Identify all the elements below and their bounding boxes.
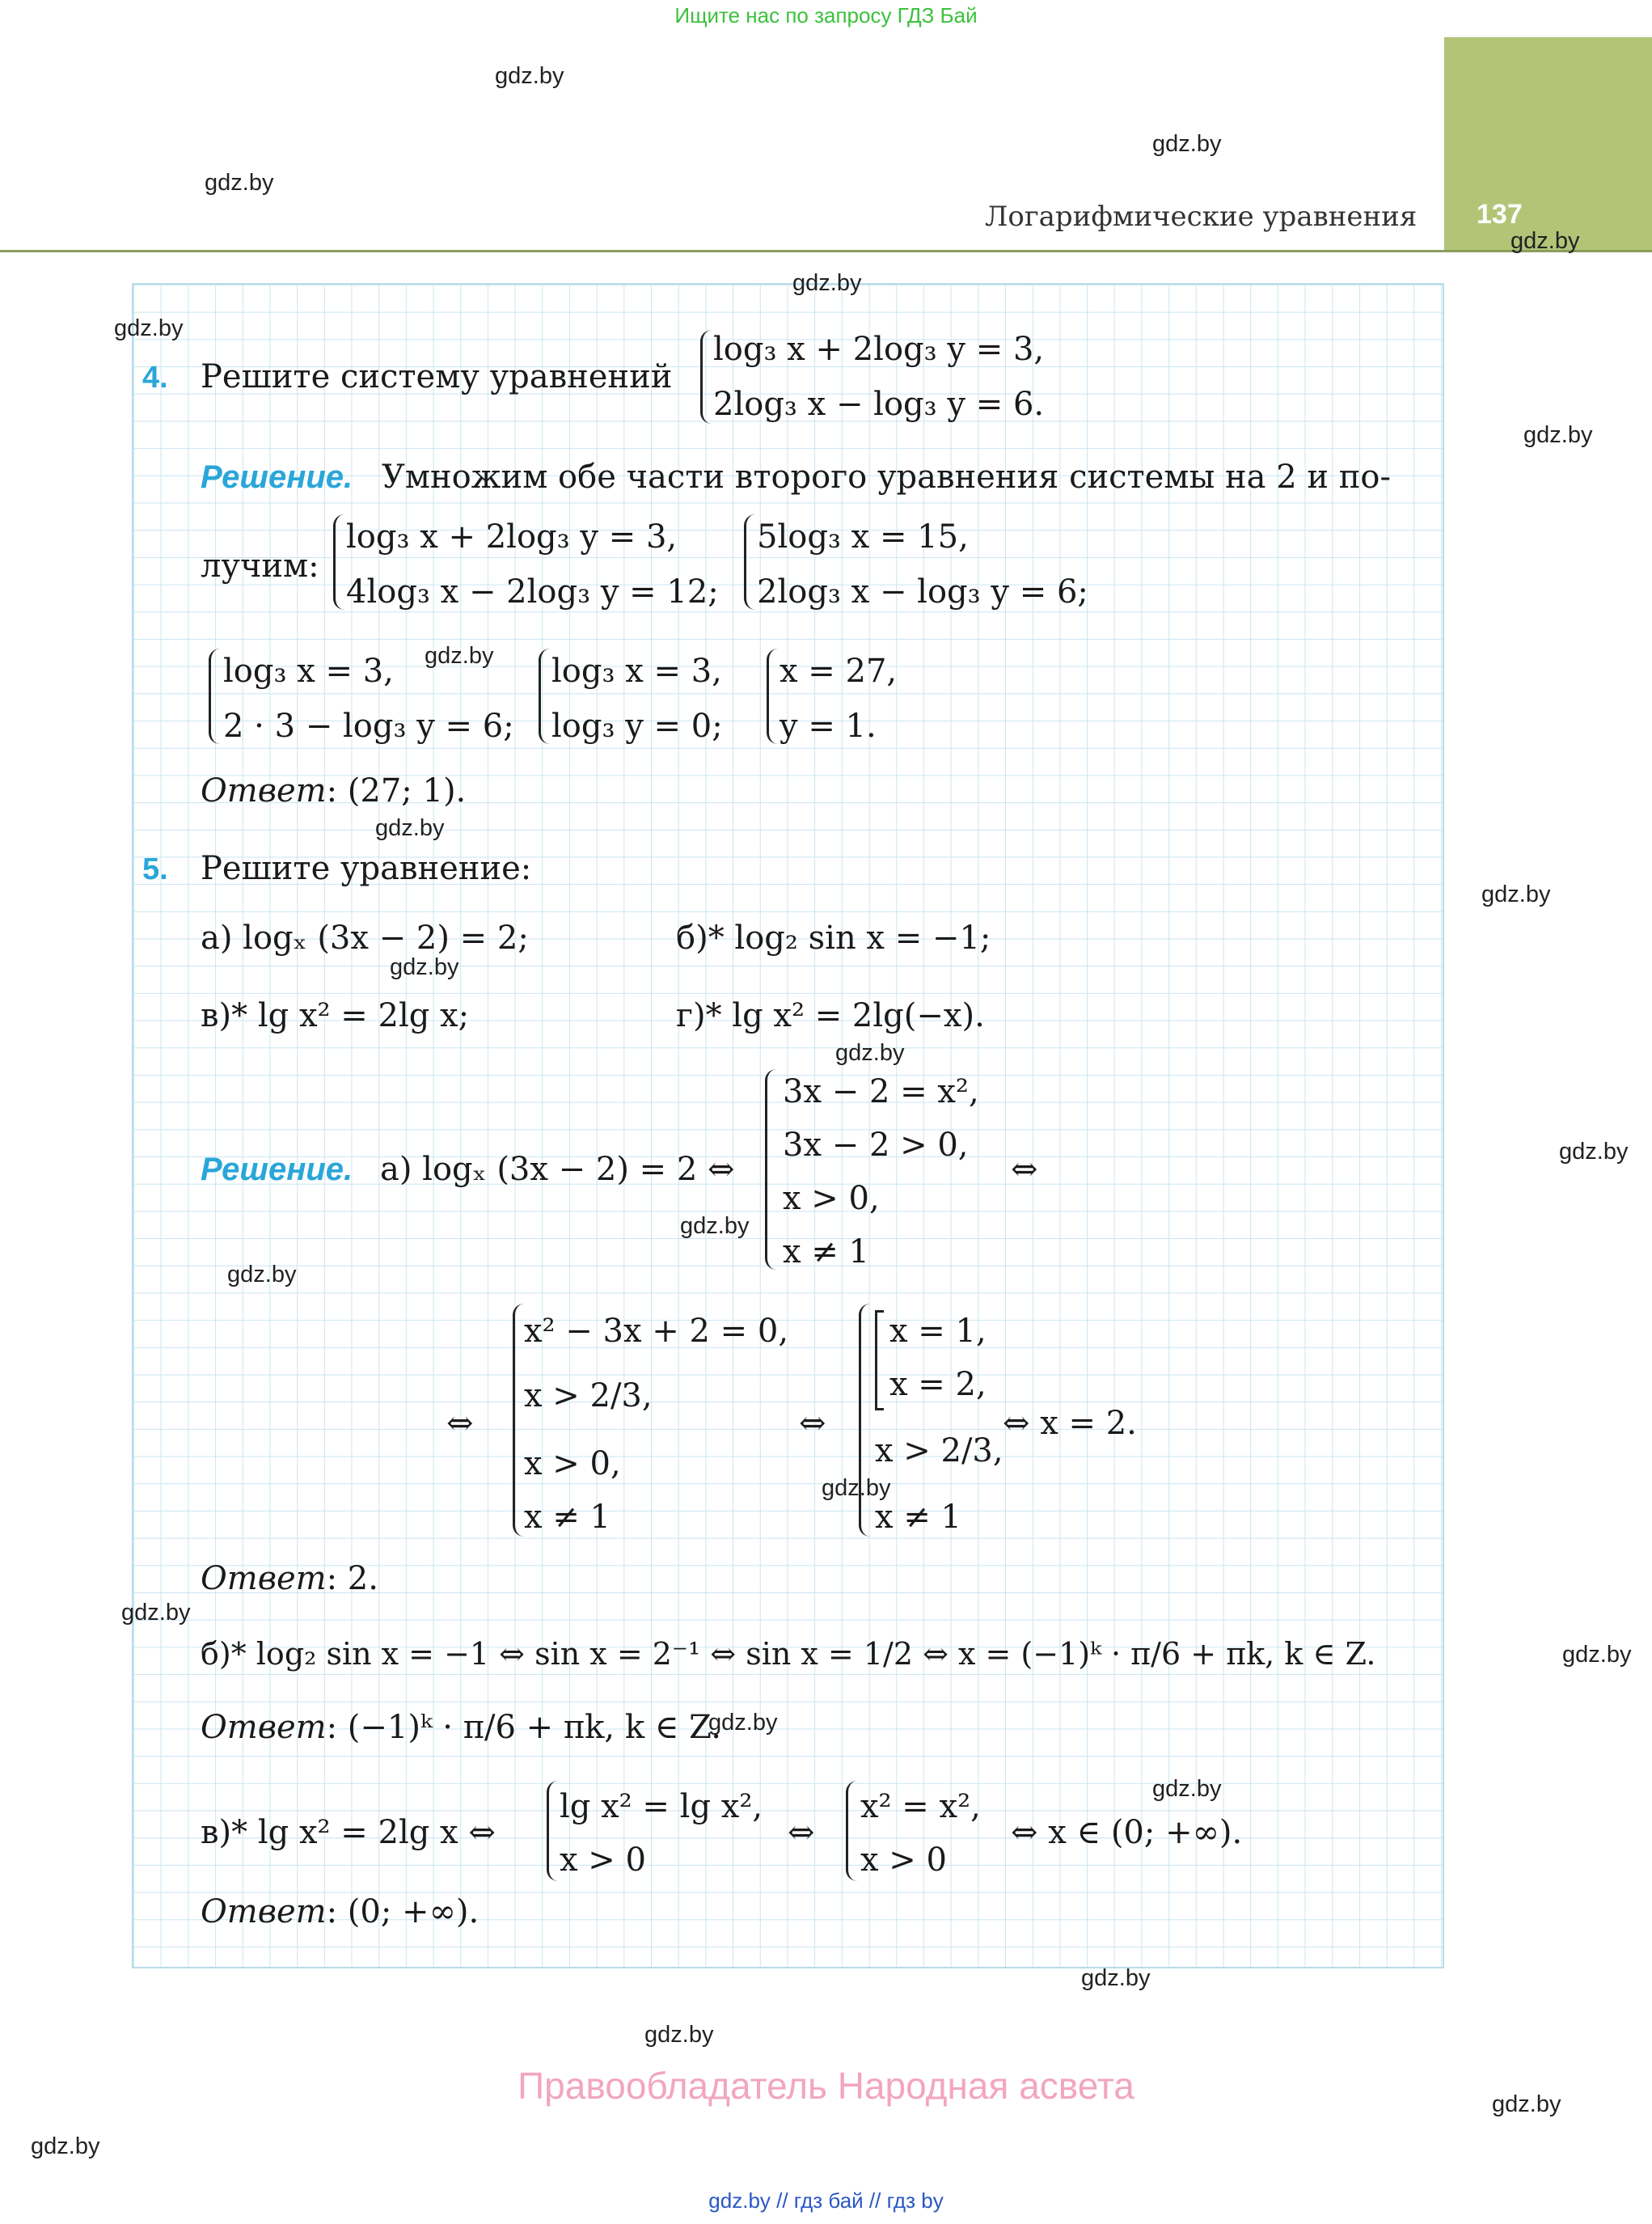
- task-4-equation: 2log₃ x − log₃ y = 6.: [713, 386, 1045, 423]
- math-line: x ≠ 1: [524, 1499, 611, 1536]
- math-line: x² = x²,: [860, 1788, 981, 1825]
- system-brace: [700, 330, 712, 424]
- math-line: x = 27,: [780, 653, 898, 690]
- math-line: x ≠ 1: [875, 1499, 961, 1536]
- system-brace: [513, 1304, 525, 1537]
- watermark: gdz.by: [1510, 228, 1580, 254]
- watermark: gdz.by: [390, 954, 459, 980]
- math-line: log₃ y = 0;: [551, 708, 723, 745]
- equiv-sign: ⇔: [446, 1405, 474, 1442]
- answer-line: [201, 772, 467, 810]
- system-brace: [539, 649, 551, 744]
- answer-line: [201, 1562, 378, 1595]
- subtask-v: в)* lg x² = 2lg x;: [201, 997, 470, 1034]
- watermark: gdz.by: [835, 1040, 905, 1066]
- math-line: 3x − 2 > 0,: [783, 1127, 969, 1164]
- math-line: x ≠ 1: [783, 1233, 869, 1271]
- watermark: gdz.by: [680, 1213, 750, 1239]
- answer-line: [201, 1893, 480, 1930]
- math-line: x > 0: [560, 1841, 646, 1879]
- equiv-sign: ⇔: [1011, 1151, 1038, 1188]
- equiv-sign: ⇔: [788, 1814, 815, 1851]
- system-brace: [209, 649, 221, 744]
- watermark: gdz.by: [1562, 1642, 1632, 1668]
- system-brace: [547, 1781, 559, 1881]
- math-line: log₃ x + 2log₃ y = 3,: [346, 518, 678, 556]
- answer-value: : (27; 1).: [326, 772, 467, 810]
- answer-label: Ответ: [201, 1560, 327, 1597]
- watermark: gdz.by: [114, 315, 184, 341]
- union-bracket: [875, 1310, 884, 1410]
- math-line: log₃ x = 3,: [223, 653, 394, 690]
- system-brace: [744, 514, 756, 610]
- footer-links[interactable]: gdz.by // гдз бай // гдз by: [708, 2188, 944, 2213]
- answer-line: [201, 1711, 721, 1744]
- watermark: gdz.by: [644, 2022, 714, 2048]
- system-brace: [333, 514, 345, 610]
- math-line: x > 0,: [524, 1445, 621, 1482]
- math-line: б)* log₂ sin x = −1 ⇔ sin x = 2⁻¹ ⇔ sin x = 1/2 ⇔ x = (−1)ᵏ · π/6 + πk, k ∈ Z.: [201, 1636, 1376, 1672]
- top-banner[interactable]: Ищите нас по запросу ГДЗ Бай: [674, 3, 978, 27]
- math-line: lg x² = lg x²,: [560, 1788, 763, 1825]
- task-4-number: 4.: [142, 361, 168, 395]
- answer-label: Ответ: [201, 1893, 327, 1930]
- page-corner-tab: [1444, 37, 1652, 252]
- system-brace: [859, 1304, 871, 1537]
- math-line: 4log₃ x − 2log₃ y = 12;: [346, 573, 719, 611]
- math-line: 5log₃ x = 15,: [757, 518, 969, 556]
- math-line: 3x − 2 = x²,: [783, 1073, 979, 1110]
- watermark: gdz.by: [822, 1475, 891, 1501]
- math-line: 2log₃ x − log₃ y = 6;: [757, 573, 1088, 611]
- watermark: gdz.by: [121, 1600, 191, 1626]
- answer-label: Ответ: [201, 772, 327, 810]
- copyright-notice: Правообладатель Народная асвета: [518, 2065, 1134, 2107]
- math-line: log₃ x = 3,: [551, 653, 722, 690]
- math-line: y = 1.: [780, 708, 877, 745]
- header-rule: [0, 250, 1652, 252]
- math-line: ⇔ x ∈ (0; +∞).: [1011, 1814, 1243, 1851]
- answer-label: Ответ: [201, 1709, 327, 1746]
- system-brace: [767, 649, 779, 744]
- watermark: gdz.by: [1492, 2091, 1561, 2117]
- watermark: gdz.by: [1481, 882, 1551, 907]
- equiv-sign: ⇔: [799, 1405, 826, 1442]
- task-4-equation: log₃ x + 2log₃ y = 3,: [713, 331, 1045, 368]
- math-line: 2 · 3 − log₃ y = 6;: [223, 708, 514, 745]
- math-line: x² − 3x + 2 = 0,: [524, 1313, 789, 1350]
- page-number: 137: [1477, 199, 1523, 230]
- subtask-a: а) logₓ (3x − 2) = 2;: [201, 920, 529, 957]
- watermark: gdz.by: [495, 63, 564, 89]
- solution-text: Умножим обе части второго уравнения системы на 2 и по-: [382, 459, 1392, 496]
- solution-label: Решение.: [201, 1152, 353, 1187]
- task-5-prompt: Решите уравнение:: [201, 850, 532, 887]
- watermark: gdz.by: [1152, 1776, 1222, 1802]
- answer-value: : (−1)ᵏ · π/6 + πk, k ∈ Z.: [326, 1709, 721, 1746]
- math-line: а) logₓ (3x − 2) = 2 ⇔: [380, 1151, 735, 1188]
- solution-label: Решение.: [201, 459, 353, 495]
- watermark: gdz.by: [1559, 1139, 1629, 1165]
- math-line: x > 2/3,: [524, 1377, 653, 1414]
- running-head: Логарифмические уравнения: [985, 201, 1418, 233]
- math-line: x > 2/3,: [875, 1432, 1003, 1469]
- watermark: gdz.by: [375, 815, 445, 841]
- watermark: gdz.by: [1152, 131, 1222, 157]
- subtask-g: г)* lg x² = 2lg(−x).: [676, 997, 985, 1034]
- math-line: x > 0: [860, 1841, 947, 1879]
- task-5-number: 5.: [142, 852, 168, 886]
- watermark: gdz.by: [1523, 422, 1593, 448]
- math-line: x > 0,: [783, 1180, 880, 1217]
- math-line: ⇔ x = 2.: [1003, 1405, 1137, 1442]
- watermark: gdz.by: [227, 1262, 297, 1287]
- watermark: gdz.by: [205, 170, 274, 196]
- math-line: x = 1,: [889, 1313, 987, 1350]
- watermark: gdz.by: [425, 643, 494, 669]
- watermark: gdz.by: [792, 270, 862, 296]
- task-4-prompt: Решите систему уравнений: [201, 358, 673, 395]
- watermark: gdz.by: [1081, 1965, 1151, 1991]
- watermark: gdz.by: [708, 1710, 778, 1736]
- math-line: x = 2,: [889, 1366, 987, 1403]
- subtask-b: б)* log₂ sin x = −1;: [676, 920, 991, 957]
- system-brace: [846, 1781, 858, 1881]
- solution-text: лучим:: [201, 548, 319, 585]
- watermark: gdz.by: [31, 2133, 100, 2159]
- math-line: в)* lg x² = 2lg x ⇔: [201, 1814, 496, 1851]
- system-brace: [765, 1069, 777, 1270]
- answer-value: : 2.: [326, 1560, 378, 1597]
- answer-value: : (0; +∞).: [326, 1893, 480, 1930]
